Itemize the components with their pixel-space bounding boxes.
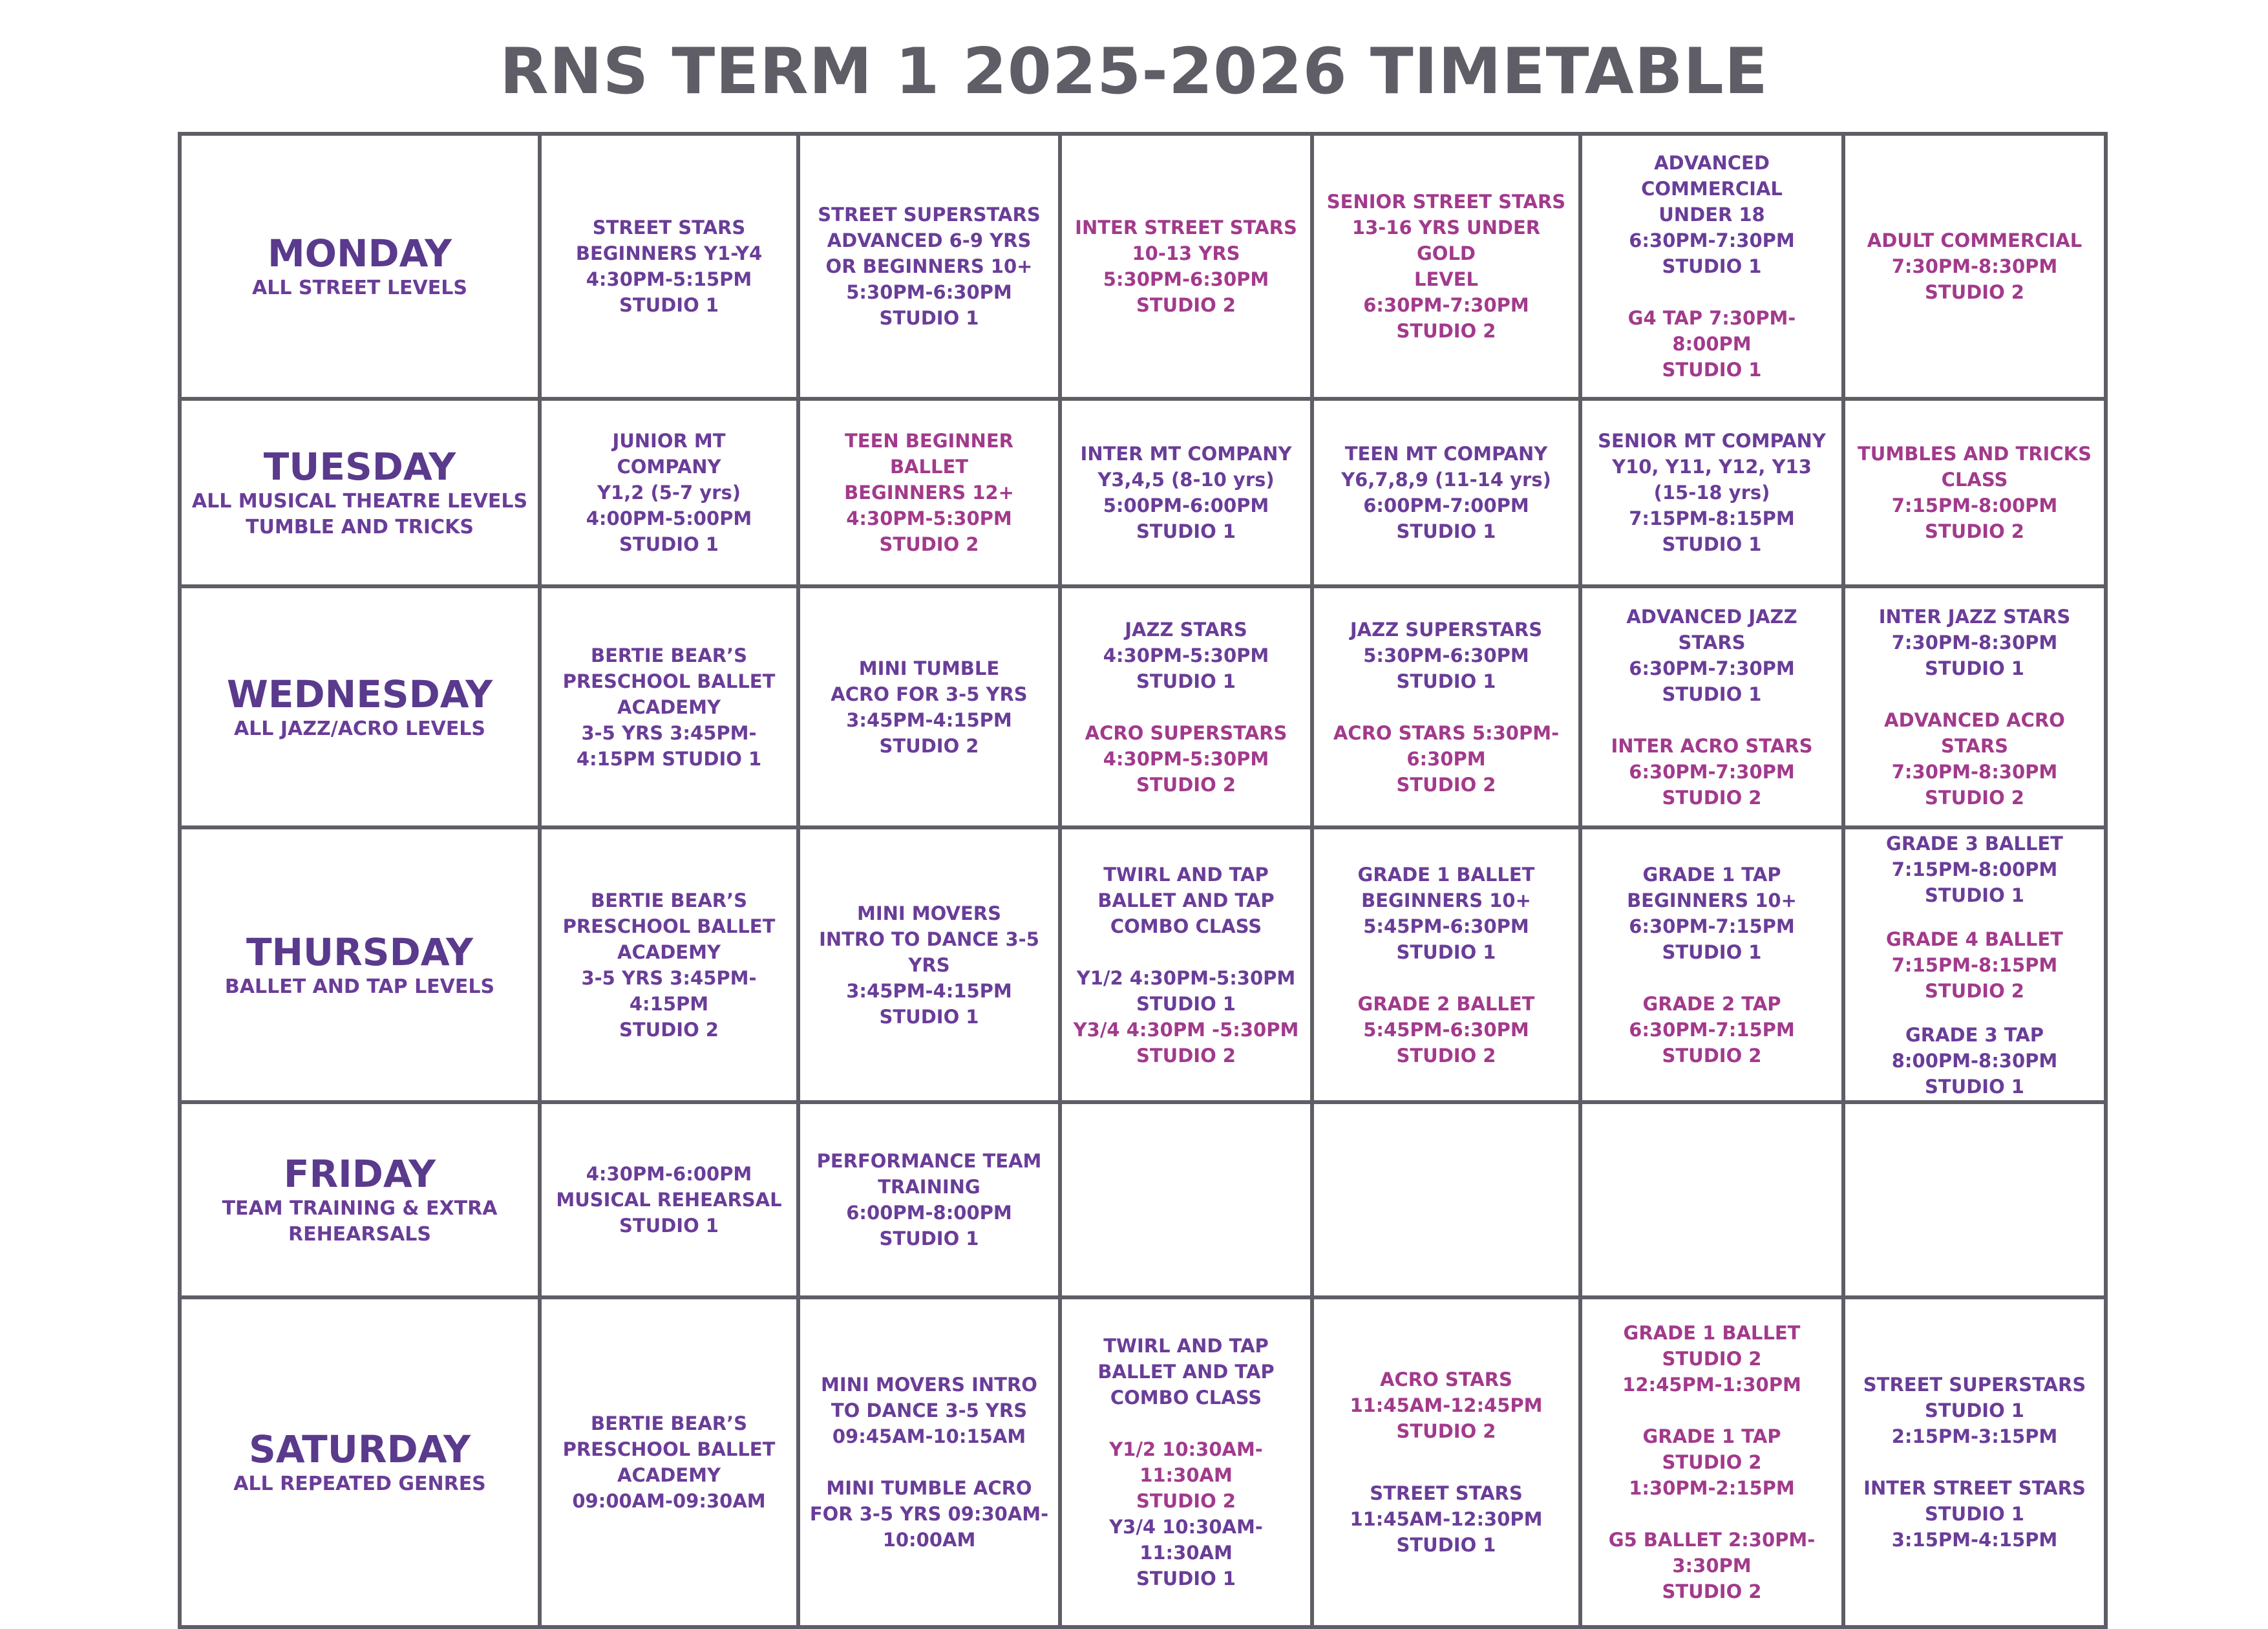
class-detail-line: 5:30PM-6:30PM [1103, 268, 1269, 290]
class-detail-line: STUDIO 2 [1396, 1420, 1496, 1442]
class-cell [798, 134, 1060, 399]
class-detail-line: STUDIO 1 [879, 1228, 979, 1250]
class-entry [1591, 1527, 1832, 1604]
class-entry [1854, 604, 2095, 681]
class-detail-line: TUMBLES AND TRICKS [1858, 443, 2092, 465]
class-entry [1071, 1017, 1301, 1069]
class-entry [551, 643, 787, 772]
class-entry [809, 428, 1049, 557]
class-detail-line: STUDIO 1 [879, 307, 979, 329]
class-detail-line: STUDIO 1 [1396, 941, 1496, 963]
class-detail-line: 7:15PM-8:15PM [1891, 953, 2058, 976]
class-entry [1854, 707, 2095, 811]
class-detail-line: STUDIO 1 [1136, 992, 1236, 1015]
day-row-monday [180, 134, 2106, 399]
day-row-saturday [180, 1297, 2106, 1627]
class-detail-line: PRESCHOOL BALLET [562, 915, 776, 937]
class-detail-line: 7:30PM-8:30PM [1891, 760, 2058, 783]
day-levels: ALL REPEATED GENRES [233, 1473, 486, 1495]
class-detail-line: STUDIO 2 [1136, 1044, 1236, 1067]
class-detail-line: G4 TAP 7:30PM- [1627, 307, 1796, 329]
class-entry [1854, 1022, 2095, 1100]
class-entry [1591, 604, 1832, 707]
class-detail-line: 10-13 YRS [1132, 242, 1240, 264]
class-entry [1071, 1514, 1301, 1592]
class-detail-line: JUNIOR MT [612, 430, 726, 452]
class-detail-line: STUDIO 1 [1662, 941, 1762, 963]
class-detail-line: STUDIO 1 [1662, 255, 1762, 277]
class-detail-line: ADVANCED ACRO [1884, 708, 2065, 731]
class-detail-line: TEEN BEGINNER [845, 430, 1013, 452]
class-detail-line: ACRO FOR 3-5 YRS [831, 683, 1028, 705]
class-detail-line: GRADE 1 TAP [1642, 863, 1781, 886]
day-name: THURSDAY [246, 930, 474, 974]
class-detail-line: INTER MT COMPANY [1080, 443, 1292, 465]
class-cell [540, 399, 798, 586]
class-entry [1323, 720, 1569, 798]
page-title: RNS TERM 1 2025-2026 TIMETABLE [500, 35, 1768, 109]
class-detail-line: 5:45PM-6:30PM [1363, 915, 1529, 937]
class-detail-line: STUDIO 2 [1396, 320, 1496, 342]
class-detail-line: STUDIO 2 [1136, 294, 1236, 316]
class-detail-line: INTER ACRO STARS [1611, 734, 1813, 757]
class-detail-line: STUDIO 2 [1136, 1490, 1236, 1512]
class-detail-line: GRADE 3 BALLET [1886, 832, 2063, 855]
class-detail-line: ADVANCED 6-9 YRS [827, 229, 1032, 251]
class-detail-line: BEGINNERS 10+ [1361, 889, 1531, 911]
class-detail-line: 11:45AM-12:45PM [1350, 1394, 1543, 1416]
class-detail-line: 4:30PM-5:30PM [846, 507, 1012, 529]
class-detail-line: 3-5 YRS 3:45PM- [581, 966, 757, 989]
class-detail-line: TRAINING [878, 1176, 980, 1198]
class-cell [1843, 1102, 2106, 1297]
day-levels: ALL JAZZ/ACRO LEVELS [233, 717, 486, 740]
class-cell [1312, 827, 1580, 1102]
class-detail-line: STUDIO 1 [1924, 1400, 2024, 1421]
day-row-tuesday [180, 399, 2106, 586]
class-detail-line: GRADE 2 TAP [1642, 992, 1781, 1015]
class-detail-line: INTER STREET STARS [1863, 1477, 2086, 1499]
class-detail-line: 4:30PM-6:00PM [586, 1163, 752, 1185]
day-cell [180, 134, 540, 399]
class-detail-line: BALLET AND TAP [1097, 889, 1275, 911]
class-detail-line: 4:30PM-5:30PM [1103, 747, 1269, 770]
class-entry [551, 1411, 787, 1514]
class-cell [1580, 399, 1843, 586]
class-detail-line: GRADE 2 BALLET [1357, 992, 1535, 1015]
class-detail-line: STUDIO 2 [1136, 773, 1236, 796]
class-entry [1071, 862, 1301, 939]
class-entry [1323, 1367, 1569, 1444]
class-entry [551, 1161, 787, 1239]
class-detail-line: 7:15PM-8:00PM [1891, 495, 2058, 516]
class-entry [1071, 1333, 1301, 1411]
class-entry [809, 655, 1049, 759]
class-detail-line: TWIRL AND TAP [1103, 1335, 1269, 1357]
day-cell [180, 586, 540, 827]
class-detail-line: STREET SUPERSTARS [818, 204, 1041, 226]
class-entry [1591, 991, 1832, 1069]
class-detail-line: ACRO SUPERSTARS [1085, 721, 1288, 744]
class-cell [1060, 586, 1312, 827]
day-name: WEDNESDAY [226, 672, 493, 716]
class-detail-line: MUSICAL REHEARSAL [556, 1189, 782, 1211]
class-detail-line: BALLET AND TAP [1097, 1361, 1275, 1383]
class-detail-line: GRADE 4 BALLET [1886, 928, 2063, 950]
day-cell [180, 827, 540, 1102]
class-entry [809, 900, 1049, 1030]
day-levels: TUMBLE AND TRICKS [246, 516, 474, 538]
class-detail-line: STUDIO 2 [879, 734, 979, 757]
class-detail-line: 3:15PM-4:15PM [1891, 1529, 2058, 1551]
class-detail-line: 4:15PM STUDIO 1 [576, 747, 762, 770]
class-detail-line: STUDIO 1 [1396, 670, 1496, 692]
class-detail-line: STARS [1940, 734, 2009, 757]
class-entry [1854, 831, 2095, 908]
day-levels: ALL MUSICAL THEATRE LEVELS [191, 490, 528, 513]
class-detail-line: 11:45AM-12:30PM [1350, 1508, 1543, 1530]
class-cell [1312, 586, 1580, 827]
class-detail-line: 6:30PM-7:30PM [1629, 229, 1795, 251]
class-detail-line: BEGINNERS Y1-Y4 [575, 242, 763, 264]
class-detail-line: COMBO CLASS [1110, 915, 1262, 937]
day-levels: REHEARSALS [288, 1223, 432, 1246]
class-cell [1060, 827, 1312, 1102]
class-detail-line: Y6,7,8,9 (11-14 yrs) [1341, 469, 1551, 491]
class-detail-line: 3:45PM-4:15PM [846, 979, 1012, 1002]
class-detail-line: GRADE 1 BALLET [1623, 1322, 1801, 1344]
class-cell [540, 1102, 798, 1297]
class-entry [1591, 1320, 1832, 1398]
class-detail-line: 6:30PM-7:15PM [1629, 1018, 1795, 1041]
class-cell [798, 1102, 1060, 1297]
class-detail-line: 7:15PM-8:15PM [1629, 507, 1795, 529]
class-detail-line: ADVANCED [1654, 152, 1770, 174]
day-name: TUESDAY [263, 445, 456, 489]
class-cell [1843, 1297, 2106, 1627]
class-detail-line: Y1/2 10:30AM- 11:30AM [1109, 1438, 1263, 1486]
class-detail-line: 1:30PM-2:15PM [1629, 1477, 1795, 1499]
class-cell [540, 134, 798, 399]
class-detail-line: UNDER 18 [1659, 204, 1765, 226]
class-entry [1071, 965, 1301, 1017]
class-detail-line: 6:00PM-7:00PM [1363, 495, 1529, 516]
class-detail-line: 4:30PM-5:30PM [1103, 644, 1269, 666]
class-detail-line: 3:45PM-4:15PM [846, 708, 1012, 731]
class-cell [798, 586, 1060, 827]
class-cell [1312, 1297, 1580, 1627]
class-detail-line: STUDIO 2 [1924, 281, 2024, 303]
class-cell [1580, 1297, 1843, 1627]
class-entry [1323, 1480, 1569, 1558]
class-detail-line: ADULT COMMERCIAL [1867, 229, 2083, 251]
class-detail-line: CLASS [1941, 469, 2008, 491]
day-levels: BALLET AND TAP LEVELS [224, 975, 495, 998]
class-detail-line: STUDIO 1 [1396, 520, 1496, 542]
class-cell [1580, 134, 1843, 399]
class-cell [1843, 827, 2106, 1102]
class-cell [1843, 586, 2106, 827]
class-detail-line: TO DANCE 3-5 YRS [831, 1400, 1028, 1421]
class-entry [1591, 305, 1832, 383]
class-detail-line: Y3,4,5 (8-10 yrs) [1097, 469, 1275, 491]
class-detail-line: 6:30PM-7:30PM [1629, 760, 1795, 783]
class-entry [551, 888, 787, 1043]
class-detail-line: 8:00PM-8:30PM [1891, 1049, 2058, 1072]
class-detail-line: GRADE 1 BALLET [1357, 863, 1535, 886]
class-detail-line: MINI MOVERS INTRO [821, 1374, 1037, 1396]
class-cell [540, 586, 798, 827]
class-cell [1060, 1297, 1312, 1627]
day-name: SATURDAY [249, 1427, 471, 1471]
class-entry [1323, 441, 1569, 544]
class-detail-line: 8:00PM [1672, 333, 1752, 355]
class-cell [1060, 1102, 1312, 1297]
class-cell [1843, 399, 2106, 586]
class-detail-line: BEGINNERS 12+ [844, 482, 1014, 504]
class-detail-line: 5:30PM-6:30PM [1363, 644, 1529, 666]
class-detail-line: TEEN MT COMPANY [1344, 443, 1548, 465]
class-detail-line: LEVEL [1414, 268, 1479, 290]
class-detail-line: INTER STREET STARS [1075, 217, 1297, 239]
class-detail-line: 6:30PM-7:30PM [1629, 657, 1795, 679]
day-name: MONDAY [267, 231, 452, 275]
class-detail-line: 7:30PM-8:30PM [1891, 255, 2058, 277]
class-detail-line: STUDIO 1 [1662, 359, 1762, 381]
class-detail-line: STUDIO 2 [619, 1018, 719, 1041]
class-detail-line: (15-18 yrs) [1653, 482, 1770, 504]
class-cell [1312, 134, 1580, 399]
class-entry [809, 202, 1049, 331]
class-detail-line: FOR 3-5 YRS 09:30AM- [809, 1503, 1049, 1525]
class-detail-line: STUDIO 1 [879, 1005, 979, 1028]
day-cell [180, 1297, 540, 1627]
class-detail-line: 5:45PM-6:30PM [1363, 1018, 1529, 1041]
class-cell [1312, 1102, 1580, 1297]
class-detail-line: 10:00AM [882, 1529, 976, 1551]
class-detail-line: STUDIO 1 [1924, 884, 2024, 906]
class-detail-line: 5:00PM-6:00PM [1103, 495, 1269, 516]
class-detail-line: Y1,2 (5-7 yrs) [597, 482, 741, 504]
class-detail-line: INTRO TO DANCE 3-5 [819, 928, 1039, 950]
class-detail-line: SENIOR STREET STARS [1326, 191, 1566, 213]
class-entry [1323, 991, 1569, 1069]
class-detail-line: STUDIO 1 [1662, 683, 1762, 705]
class-detail-line: ACADEMY [617, 696, 721, 718]
class-detail-line: COMBO CLASS [1110, 1387, 1262, 1409]
class-detail-line: 09:00AM-09:30AM [572, 1490, 766, 1512]
class-entry [1591, 733, 1832, 811]
class-entry [551, 215, 787, 318]
class-entry [1854, 1372, 2095, 1449]
class-detail-line: 2:15PM-3:15PM [1891, 1425, 2058, 1447]
class-detail-line: 6:00PM-8:00PM [846, 1202, 1012, 1224]
class-entry [1071, 441, 1301, 544]
class-detail-line: JAZZ STARS [1125, 618, 1247, 641]
class-detail-line: STREET STARS [1370, 1482, 1523, 1504]
class-detail-line: STUDIO 1 [1396, 1534, 1496, 1556]
class-detail-line: COMPANY [617, 456, 721, 478]
class-detail-line: STREET SUPERSTARS [1863, 1374, 2086, 1396]
class-entry [1591, 862, 1832, 965]
class-detail-line: 12:45PM-1:30PM [1622, 1374, 1801, 1396]
class-entry [1071, 617, 1301, 694]
class-detail-line: STUDIO 1 [619, 294, 719, 316]
class-cell [1580, 827, 1843, 1102]
class-detail-line: STUDIO 2 [1662, 1348, 1762, 1370]
class-detail-line: STUDIO 2 [1662, 1451, 1762, 1473]
class-detail-line: ACADEMY [617, 941, 721, 963]
class-detail-line: 3-5 YRS 3:45PM- [581, 721, 757, 744]
class-detail-line: STUDIO 1 [1662, 533, 1762, 555]
class-detail-line: STUDIO 1 [619, 533, 719, 555]
class-detail-line: 6:30PM [1406, 747, 1486, 770]
class-cell [1312, 399, 1580, 586]
class-entry [1591, 1423, 1832, 1501]
class-detail-line: STUDIO 2 [1924, 786, 2024, 809]
class-entry [1854, 441, 2095, 544]
class-entry [1591, 428, 1832, 557]
class-detail-line: 3:30PM [1672, 1555, 1752, 1577]
class-detail-line: 4:00PM-5:00PM [586, 507, 752, 529]
class-detail-line: G5 BALLET 2:30PM- [1608, 1529, 1816, 1551]
class-entry [1854, 228, 2095, 305]
day-name: FRIDAY [283, 1152, 436, 1196]
class-cell [798, 399, 1060, 586]
class-entry [1071, 215, 1301, 318]
class-detail-line: 7:30PM-8:30PM [1891, 631, 2058, 654]
class-entry [1323, 189, 1569, 344]
class-detail-line: STUDIO 1 [1136, 1568, 1236, 1590]
class-cell [1843, 134, 2106, 399]
class-detail-line: STUDIO 1 [619, 1215, 719, 1237]
class-detail-line: STUDIO 2 [1924, 520, 2024, 542]
class-detail-line: MINI TUMBLE ACRO [826, 1477, 1032, 1499]
day-row-wednesday [180, 586, 2106, 827]
class-detail-line: STUDIO 2 [1924, 979, 2024, 1002]
class-entry [809, 1475, 1049, 1553]
class-detail-line: 6:30PM-7:30PM [1363, 294, 1529, 316]
class-detail-line: 5:30PM-6:30PM [846, 281, 1012, 303]
class-detail-line: 4:15PM [629, 992, 709, 1015]
class-detail-line: STUDIO 2 [1396, 773, 1496, 796]
day-cell [180, 399, 540, 586]
day-levels: ALL STREET LEVELS [251, 277, 467, 299]
class-detail-line: PRESCHOOL BALLET [562, 1438, 776, 1460]
class-detail-line: PRESCHOOL BALLET [562, 670, 776, 692]
class-detail-line: Y3/4 4:30PM -5:30PM [1073, 1018, 1299, 1041]
class-cell [1060, 399, 1312, 586]
class-entry [551, 428, 787, 557]
class-detail-line: ACRO STARS [1380, 1368, 1512, 1390]
class-cell [798, 827, 1060, 1102]
class-detail-line: ADVANCED JAZZ [1626, 605, 1797, 628]
class-entry [1591, 150, 1832, 279]
class-entry [1071, 720, 1301, 798]
class-detail-line: 13-16 YRS UNDER GOLD [1351, 217, 1541, 264]
class-cell [540, 1297, 798, 1627]
class-detail-line: INTER JAZZ STARS [1878, 605, 2071, 628]
class-detail-line: BERTIE BEAR’S [590, 1412, 747, 1434]
class-detail-line: TWIRL AND TAP [1103, 863, 1269, 886]
class-detail-line: STREET STARS [592, 217, 746, 239]
class-detail-line: STUDIO 1 [1924, 1503, 2024, 1525]
timetable [178, 132, 2108, 1629]
class-detail-line: 6:30PM-7:15PM [1629, 915, 1795, 937]
class-cell [540, 827, 798, 1102]
class-detail-line: STUDIO 2 [1396, 1044, 1496, 1067]
class-cell [1060, 134, 1312, 399]
class-detail-line: STUDIO 2 [879, 533, 979, 555]
class-detail-line: Y10, Y11, Y12, Y13 [1612, 456, 1812, 478]
class-detail-line: 7:15PM-8:00PM [1891, 858, 2058, 880]
class-detail-line: STUDIO 2 [1662, 1581, 1762, 1602]
class-detail-line: Y1/2 4:30PM-5:30PM [1076, 966, 1296, 989]
class-detail-line: OR BEGINNERS 10+ [825, 255, 1033, 277]
class-detail-line: ACADEMY [617, 1464, 721, 1486]
class-detail-line: SENIOR MT COMPANY [1598, 430, 1826, 452]
class-entry [1323, 617, 1569, 694]
class-detail-line: PERFORMANCE TEAM [816, 1150, 1042, 1172]
class-detail-line: JAZZ SUPERSTARS [1350, 618, 1543, 641]
class-entry [809, 1148, 1049, 1251]
class-detail-line: STUDIO 1 [1136, 520, 1236, 542]
day-levels: TEAM TRAINING & EXTRA [222, 1197, 498, 1220]
class-detail-line: STUDIO 1 [1136, 670, 1236, 692]
class-entry [1323, 862, 1569, 965]
class-cell [798, 1297, 1060, 1627]
class-detail-line: STUDIO 2 [1662, 786, 1762, 809]
class-entry [1071, 1436, 1301, 1514]
class-detail-line: BERTIE BEAR’S [590, 889, 747, 911]
class-cell [1580, 1102, 1843, 1297]
class-detail-line: BERTIE BEAR’S [590, 644, 747, 666]
class-detail-line: MINI MOVERS [856, 902, 1001, 924]
class-detail-line: COMMERCIAL [1641, 178, 1783, 200]
class-detail-line: GRADE 1 TAP [1642, 1425, 1781, 1447]
class-entry [809, 1372, 1049, 1449]
day-cell [180, 1102, 540, 1297]
day-row-thursday [180, 827, 2106, 1102]
class-entry [1854, 1475, 2095, 1553]
class-detail-line: ACRO STARS 5:30PM- [1333, 721, 1560, 744]
class-detail-line: 09:45AM-10:15AM [832, 1425, 1026, 1447]
class-detail-line: STARS [1678, 631, 1746, 654]
class-detail-line: MINI TUMBLE [858, 657, 1000, 679]
class-detail-line: STUDIO 2 [1662, 1044, 1762, 1067]
class-detail-line: STUDIO 1 [1924, 657, 2024, 679]
class-detail-line: Y3/4 10:30AM-11:30AM [1109, 1516, 1263, 1564]
class-detail-line: STUDIO 1 [1924, 1075, 2024, 1098]
class-entry [1854, 926, 2095, 1004]
class-cell [1580, 586, 1843, 827]
class-detail-line: YRS [908, 953, 950, 976]
class-detail-line: BALLET [889, 456, 969, 478]
class-detail-line: 4:30PM-5:15PM [586, 268, 752, 290]
class-detail-line: BEGINNERS 10+ [1627, 889, 1797, 911]
day-row-friday [180, 1102, 2106, 1297]
class-detail-line: GRADE 3 TAP [1905, 1023, 2044, 1046]
